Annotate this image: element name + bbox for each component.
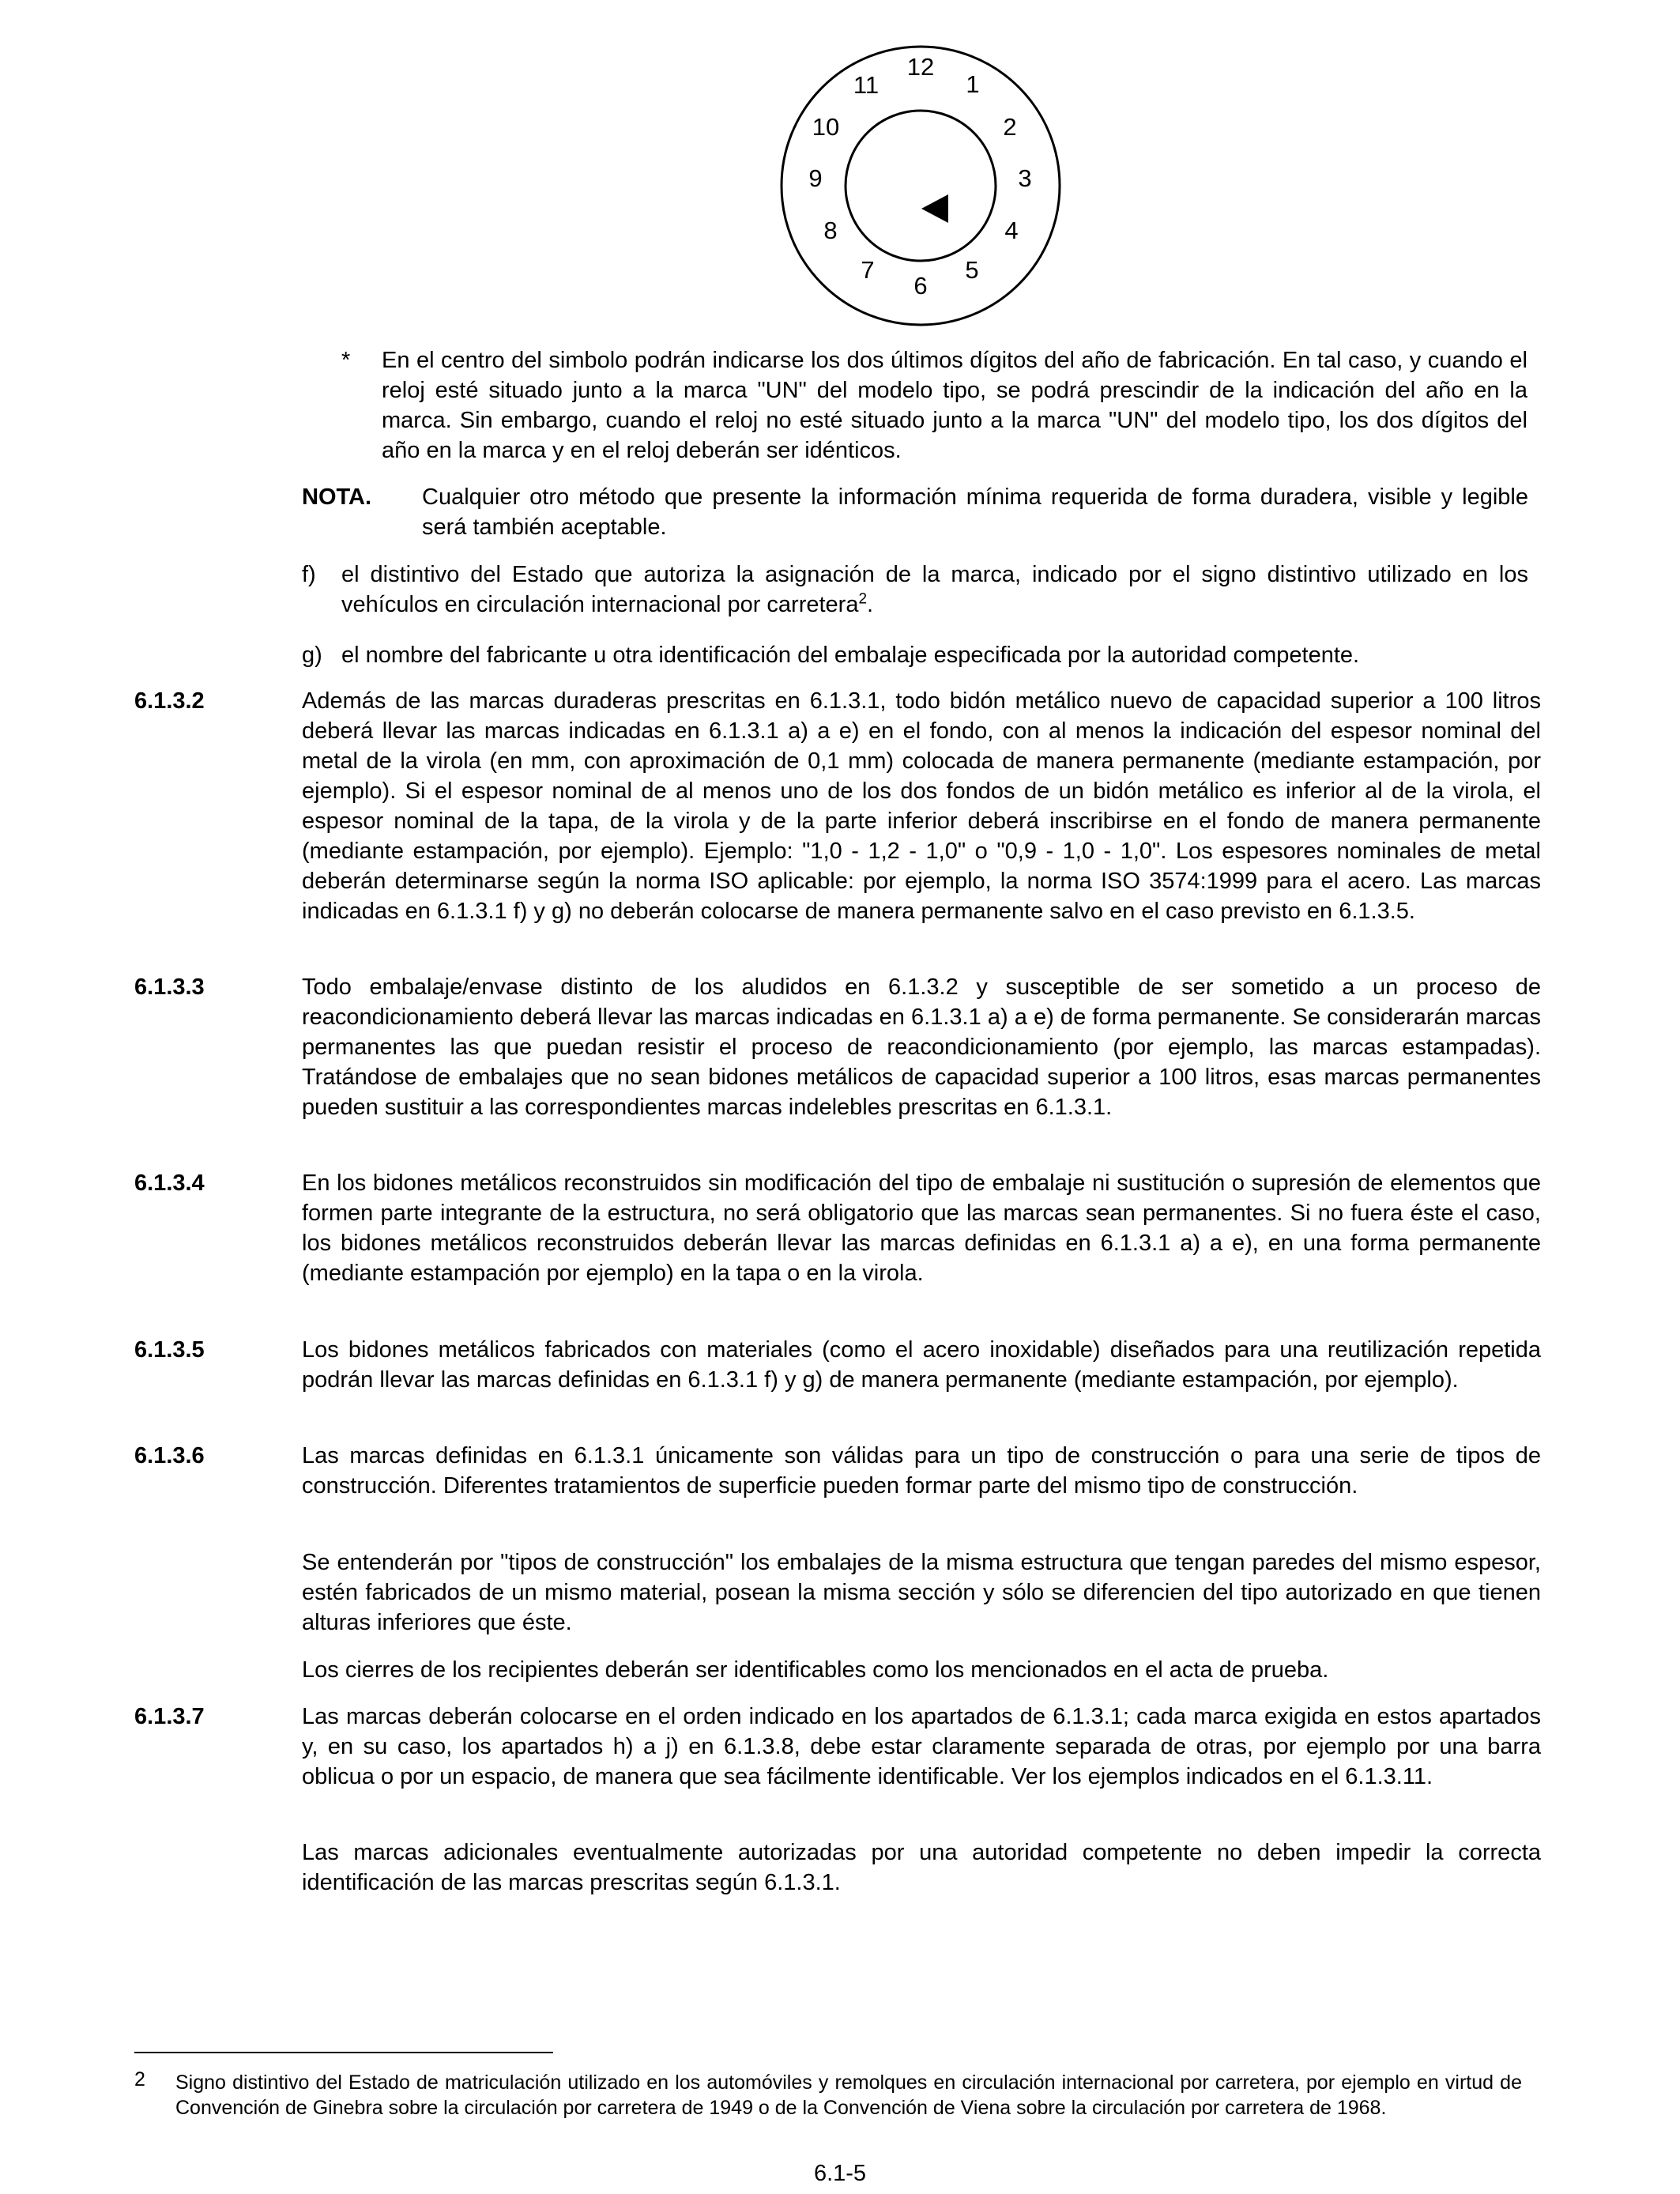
item-f-text: el distintivo del Estado que autoriza la asignación de la marca, indicado por el signo distintivo utilizado en los vehículos en circulación internacional por carretera: [341, 562, 1528, 617]
clock-hour-10: 10: [812, 113, 840, 141]
clock-hour-1: 1: [966, 70, 980, 98]
clock-hour-12: 12: [906, 53, 935, 81]
clock-hour-6: 6: [913, 272, 928, 300]
clock-hour-5: 5: [965, 256, 979, 284]
section-number: 6.1.3.4: [134, 1171, 205, 1196]
section-paragraph: Se entenderán por "tipos de construcción" los embalajes de la misma estructura que tengan paredes del mismo espesor, estén fabricados de un mismo material, posean la misma sección y sólo se diferencien del tipo autorizado en que tienen alturas inferiores que éste.: [302, 1550, 1541, 1635]
section-paragraph: Los cierres de los recipientes deberán ser identificables como los mencionados en el acta de prueba.: [302, 1657, 1329, 1683]
clock-hour-2: 2: [1003, 113, 1017, 141]
section-paragraph: Las marcas deberán colocarse en el orden indicado en los apartados de 6.1.3.1; cada marca exigida en estos apartados y, en su caso, los apartados h) a j) en 6.1.3.8, debe estar claramente separada de otras, por ejemplo por una barra oblicua o por un espacio, de manera que sea fácilmente identificable. Ver los ejemplos indicados en el 6.1.3.11.: [302, 1704, 1541, 1789]
section-paragraph: Todo embalaje/envase distinto de los aludidos en 6.1.3.2 y susceptible de ser sometido a un proceso de reacondicionamiento deberá llevar las marcas indicadas en 6.1.3.1 a) a e) de forma permanente. Se considerarán marcas permanentes las que puedan resistir el proceso de reacondicionamiento (por ejemplo, las marcas estampadas). Tratándose de embalajes que no sean bidones metálicos de capacidad superior a 100 litros, esas marcas permanentes pueden sustituir a las correspondientes marcas indelebles prescritas en 6.1.3.1.: [302, 974, 1541, 1120]
footnote-separator: [134, 2052, 553, 2053]
section-number: 6.1.3.6: [134, 1443, 205, 1468]
item-g-text: el nombre del fabricante u otra identificación del embalaje especificada por la autoridad competente.: [341, 643, 1360, 668]
footnote-number: 2: [134, 2068, 145, 2090]
section-paragraph: Las marcas definidas en 6.1.3.1 únicamente son válidas para un tipo de construcción o para una serie de tipos de construcción. Diferentes tratamientos de superficie pueden formar parte del mismo tipo de construcción.: [302, 1443, 1541, 1498]
item-g-label: g): [302, 643, 322, 668]
clock-hour-9: 9: [808, 164, 823, 192]
section-number: 6.1.3.7: [134, 1704, 205, 1729]
star-note-marker: *: [341, 348, 351, 373]
clock-inner-ring: [846, 111, 996, 261]
clock-hour-11: 11: [853, 71, 880, 99]
section-paragraph: Las marcas adicionales eventualmente autorizadas por una autoridad competente no deben impedir la correcta identificación de las marcas prescritas según 6.1.3.1.: [302, 1840, 1541, 1895]
item-f-label: f): [302, 562, 316, 587]
clock-hour-7: 7: [861, 256, 875, 284]
clock-hour-4: 4: [1004, 217, 1019, 244]
clock-hour-8: 8: [823, 217, 838, 244]
section-number: 6.1.3.3: [134, 974, 205, 1000]
footnote-ref[interactable]: 2: [858, 590, 868, 608]
page-number: 6.1-5: [813, 2161, 867, 2186]
clock-hour-3: 3: [1018, 164, 1032, 192]
nota-text: Cualquier otro método que presente la información mínima requerida de forma duradera, visible y legible será también aceptable.: [422, 484, 1528, 540]
item-f-tail: .: [867, 592, 874, 617]
section-number: 6.1.3.5: [134, 1337, 205, 1363]
section-paragraph: En los bidones metálicos reconstruidos sin modificación del tipo de embalaje ni sustitución o supresión de elementos que formen parte integrante de la estructura, no será obligatorio que las marcas sean permanentes. Si no fuera éste el caso, los bidones metálicos reconstruidos deberán llevar las marcas definidas en 6.1.3.1 a) a e), en una forma permanente (mediante estampación por ejemplo) en la tapa o en la virola.: [302, 1171, 1541, 1286]
section-paragraph: Además de las marcas duraderas prescritas en 6.1.3.1, todo bidón metálico nuevo de capacidad superior a 100 litros deberá llevar las marcas indicadas en 6.1.3.1 a) a e) en el fondo, con al menos la indicación del espesor nominal del metal de la virola (en mm, con aproximación de 0,1 mm) colocada de manera permanente (mediante estampación, por ejemplo). Si el espesor nominal de al menos uno de los dos fondos de un bidón metálico es inferior al de la virola, el espesor nominal de la tapa, de la virola y de la parte inferior deberá inscribirse en el fondo de manera permanente (mediante estampación, por ejemplo). Ejemplo: "1,0 - 1,2 - 1,0" o "0,9 - 1,0 - 1,0". Los espesores nominales de metal deberán determinarse según la norma ISO aplicable: por ejemplo, la norma ISO 3574:1999 para el acero. Las marcas indicadas en 6.1.3.1 f) y g) no deberán colocarse de manera permanente salvo en el caso previsto en 6.1.3.5.: [302, 688, 1541, 924]
section-number: 6.1.3.2: [134, 688, 205, 714]
nota-label: NOTA.: [302, 484, 372, 510]
clock-symbol: [770, 36, 1071, 336]
footnote-text: Signo distintivo del Estado de matriculación utilizado en los automóviles y remolques en circulación internacional por carretera, por ejemplo en virtud de Convención de Ginebra sobre la circulación por carretera de 1949 o de la Convención de Viena sobre la circulación por carretera de 1968.: [175, 2071, 1522, 2119]
section-paragraph: Los bidones metálicos fabricados con materiales (como el acero inoxidable) diseñados para una reutilización repetida podrán llevar las marcas definidas en 6.1.3.1 f) y g) de manera permanente (mediante estampación, por ejemplo).: [302, 1337, 1541, 1393]
item-f: [341, 560, 1528, 620]
clock-arrow-icon: [921, 194, 948, 223]
star-note-text: En el centro del simbolo podrán indicarse los dos últimos dígitos del año de fabricación. En tal caso, y cuando el reloj esté situado junto a la marca "UN" del modelo tipo, se podrá prescindir de la indicación del año en la marca. Sin embargo, cuando el reloj no esté situado junto a la marca "UN" del modelo tipo, los dos dígitos del año en la marca y en el reloj deberán ser idénticos.: [382, 348, 1527, 463]
